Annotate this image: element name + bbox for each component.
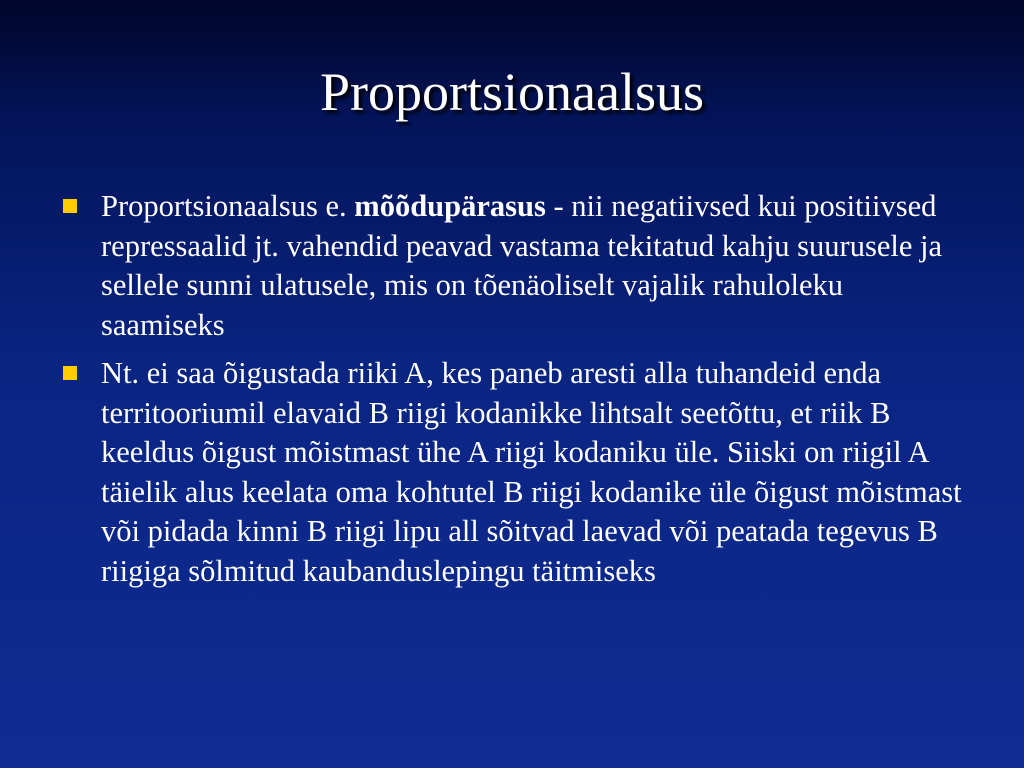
bullet-1-text-end: - nii negatiivsed kui positiivsed repressaalid jt. vahendid peavad vastama tekitatud kahju suurusele ja sellele sunni ulatusele, mis on tõenäoliselt vajalik rahuloleku saamiseks — [101, 189, 942, 342]
square-bullet-icon — [63, 199, 77, 213]
bullet-list — [60, 187, 970, 600]
bullet-item-1 — [60, 187, 970, 345]
bullet-1-text-start: Proportsionaalsus e. — [101, 189, 355, 223]
slide-title: Proportsionaalsus — [320, 62, 704, 122]
square-bullet-icon — [63, 366, 77, 380]
bullet-item-2 — [60, 354, 970, 591]
bullet-1-bold-term: mõõdupärasus — [354, 189, 546, 223]
bullet-2-text: Nt. ei saa õigustada riiki A, kes paneb aresti alla tuhandeid enda territooriumil elavaid B riigi kodanikke lihtsalt seetõttu, et riik B keeldus õigust mõistmast ühe A riigi kodaniku üle. Siiski on riigil A täielik alus keelata oma kohtutel B riigi kodanike üle õigust mõistmast või pidada kinni B riigi lipu all sõitvad laevad või peatada tegevus B riigiga sõlmitud kaubanduslepingu täitmiseks — [101, 356, 962, 588]
